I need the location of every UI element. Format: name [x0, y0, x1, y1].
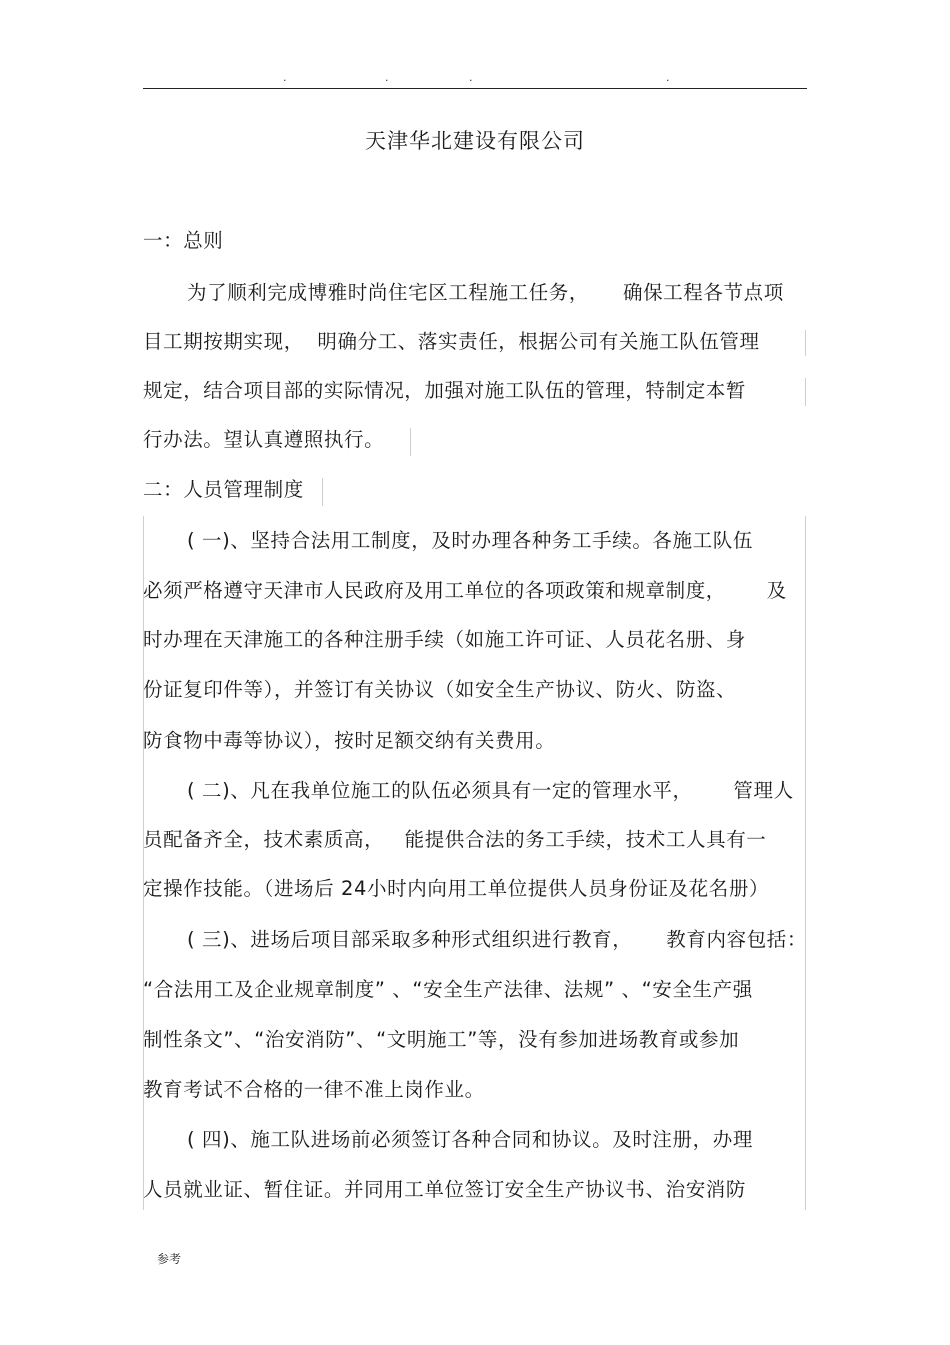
paragraph-line: 为了顺利完成博雅时尚住宅区工程施工任务， 确保工程各节点项 [187, 281, 784, 304]
paragraph-line: 目工期按期实现， 明确分工、落实责任，根据公司有关施工队伍管理 [143, 330, 760, 353]
paragraph-line: ( 一)、坚持合法用工制度，及时办理各种务工手续。各施工队伍 [187, 529, 753, 552]
section-heading: 二：人员管理制度 [143, 478, 304, 501]
paragraph-line: 时办理在天津施工的各种注册手续（如施工许可证、人员花名册、身 [143, 628, 747, 651]
paragraph-line: 人员就业证、暂住证。并同用工单位签订安全生产协议书、治安消防 [143, 1178, 747, 1201]
scan-line [410, 428, 411, 456]
paragraph-line: 必须严格遵守天津市人民政府及用工单位的各项政策和规章制度， 及 [143, 579, 787, 602]
section-heading: 一：总则 [143, 229, 224, 252]
scan-line [805, 516, 806, 1210]
header-dots [0, 72, 950, 86]
scan-line [322, 478, 323, 506]
paragraph-line: 规定，结合项目部的实际情况，加强对施工队伍的管理，特制定本暂 [143, 379, 747, 402]
header-dot: . [385, 71, 389, 84]
scan-line [805, 378, 806, 406]
header-rule [143, 88, 807, 89]
document-title: 天津华北建设有限公司 [365, 129, 585, 153]
paragraph-line: 防食物中毒等协议），按时足额交纳有关费用。 [143, 729, 556, 752]
paragraph-line: “合法用工及企业规章制度” 、“安全生产法律、法规” 、“安全生产强 [143, 978, 753, 1001]
paragraph-line: ( 四)、施工队进场前必须签订各种合同和协议。及时注册，办理 [187, 1128, 753, 1151]
header-dot: . [666, 71, 670, 84]
page-footer: 参考 [157, 1252, 182, 1266]
paragraph-line: 份证复印件等），并签订有关协议（如安全生产协议、防火、防盗、 [143, 678, 737, 701]
scan-line [805, 330, 806, 356]
paragraph-line: ( 三)、进场后项目部采取多种形式组织进行教育， 教育内容包括： [187, 928, 808, 951]
paragraph-line: 员配备齐全，技术素质高， 能提供合法的务工手续，技术工人具有一 [143, 828, 767, 851]
header-dot: . [469, 71, 473, 84]
scan-line [143, 516, 144, 1210]
paragraph-line: 行办法。望认真遵照执行。 [143, 428, 385, 451]
paragraph-line: ( 二)、凡在我单位施工的队伍必须具有一定的管理水平， 管理人 [187, 779, 794, 802]
paragraph-line: 制性条文”、“治安消防”、“文明施工”等，没有参加进场教育或参加 [143, 1028, 740, 1051]
paragraph-line: 定操作技能。（进场后 24小时内向用工单位提供人员身份证及花名册） [143, 877, 770, 900]
paragraph-line: 教育考试不合格的一律不准上岗作业。 [143, 1078, 485, 1101]
header-dot: . [283, 71, 287, 84]
